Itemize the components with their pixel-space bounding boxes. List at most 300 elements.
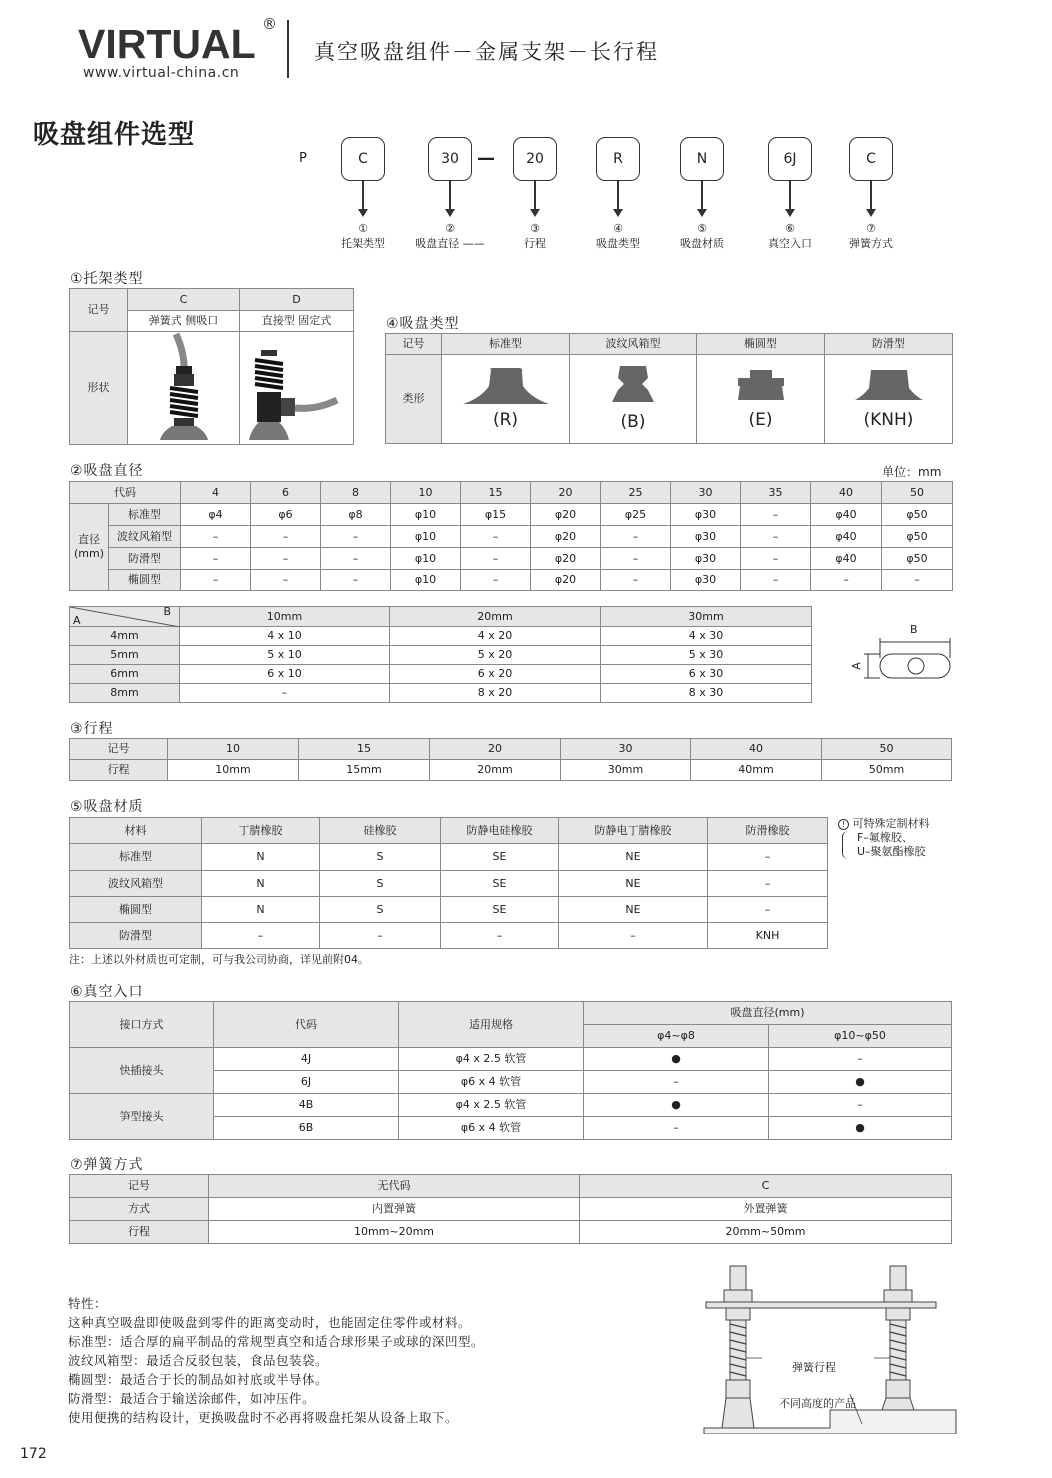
arrowhead-icon [530, 209, 540, 217]
t2-cell [251, 548, 321, 570]
cell-text: ● [671, 1098, 681, 1112]
corner-b-label: B [163, 605, 171, 618]
cell-text: 50mm [868, 763, 905, 777]
cell-text: 50 [910, 485, 924, 499]
t6-cell [769, 1117, 952, 1140]
arrow-down-icon [701, 181, 702, 211]
t4-cell [386, 355, 442, 444]
t5-cell [202, 897, 320, 923]
cell-text: 标准型 [128, 507, 161, 521]
code-box: N [680, 137, 724, 181]
oval-dimension-diagram [850, 624, 955, 684]
cell-text: 形状 [87, 381, 110, 395]
cell-text: – [764, 876, 771, 890]
t4-cell [697, 355, 825, 444]
arrow-down-icon [534, 181, 535, 211]
t5-header-cell [708, 818, 828, 844]
cell-text: 20mm [477, 609, 513, 623]
cell-text: 快插接头 [119, 1063, 164, 1077]
arrow-down-icon [449, 181, 450, 211]
cell-text: – [673, 1075, 679, 1089]
suction-cup-image [444, 366, 567, 406]
section-bracket-type: ①托架类型 [70, 271, 144, 287]
code-label: 吸盘材质 [680, 237, 724, 250]
t2-header-cell [811, 482, 882, 504]
cell-text: – [212, 529, 219, 543]
t6-cell [214, 1048, 399, 1071]
cell-text: φ30 [694, 573, 717, 587]
t3-cell [299, 760, 430, 781]
cell-text: – [857, 1052, 863, 1066]
cell-text: SE [492, 876, 507, 890]
cell-text: 5 x 30 [688, 648, 724, 662]
tab-header-cell [601, 607, 812, 627]
t7-cell [580, 1221, 952, 1244]
cell-text: φ40 [835, 551, 857, 565]
cell-text: 40 [839, 485, 853, 499]
tab-cell [180, 627, 390, 646]
code-label: 吸盘类型 [596, 237, 640, 250]
t2-cell [741, 504, 811, 526]
t6-cell [584, 1094, 769, 1117]
t3-header-cell [70, 739, 168, 760]
cell-text: φ50 [906, 529, 928, 543]
cell-text: φ25 [624, 507, 647, 521]
t6-header-cell [584, 1002, 952, 1025]
t2-cell [811, 526, 882, 548]
tab-row [70, 684, 812, 703]
section-stroke: ③行程 [70, 721, 114, 737]
t2-cell [531, 526, 601, 548]
t5-header-cell [559, 818, 708, 844]
t2-cell [461, 570, 531, 591]
t3-cell [561, 760, 691, 781]
t2-cell [251, 504, 321, 526]
t5-cell [708, 897, 828, 923]
t2-header-cell [181, 482, 251, 504]
cell-text: 30 [618, 742, 633, 756]
cell-text: 20mm~50mm [725, 1225, 806, 1239]
t3-cell [70, 760, 168, 781]
cell-text: φ40 [835, 507, 857, 521]
t5-cell [70, 844, 202, 871]
cell-text: 4mm [110, 629, 139, 643]
t5-header-cell [202, 818, 320, 844]
tab-row [70, 646, 812, 665]
cell-text: 35 [768, 485, 783, 499]
cell-text: 40mm [738, 763, 774, 777]
t5-cell [70, 871, 202, 897]
t2-cell [741, 570, 811, 591]
section-cup-type: ④吸盘类型 [386, 316, 460, 332]
bracket-image [242, 332, 351, 440]
t7-cell [209, 1221, 580, 1244]
cell-text: 15mm [346, 763, 382, 777]
t2-cell [461, 526, 531, 548]
page-title: 吸盘组件选型 [33, 120, 196, 150]
t7-cell [70, 1221, 209, 1244]
t2-cell [601, 548, 671, 570]
cell-text: φ10~φ50 [834, 1029, 886, 1043]
cell-text: 10mm [266, 609, 303, 623]
t2-cell [461, 548, 531, 570]
t2-cell [109, 504, 181, 526]
t2-cell [321, 570, 391, 591]
t3-row [70, 739, 952, 760]
cell-text: – [257, 928, 264, 942]
cell-text: – [492, 551, 499, 565]
cell-text: NE [625, 850, 641, 864]
cell-text: 5 x 20 [477, 648, 513, 662]
t1-header-cell [240, 289, 354, 311]
cell-text: 防滑橡胶 [745, 823, 790, 837]
t2-cell [882, 570, 953, 591]
t2-cell [391, 526, 461, 548]
t1-cell [128, 311, 240, 332]
t5-cell [320, 897, 441, 923]
t5-cell [559, 871, 708, 897]
t6-cell [399, 1117, 584, 1140]
t6-row [70, 1002, 952, 1025]
tab-cell [601, 627, 812, 646]
feature-line: 波纹风箱型：最适合反驳包装，食品包装袋。 [68, 1353, 329, 1368]
code-index: ⑦ [866, 222, 876, 235]
feature-line: 标准型：适合厚的扁平制品的常规型真空和适合球形果子或球的深凹型。 [68, 1334, 485, 1349]
t2-cell [882, 504, 953, 526]
cell-text: φ10 [414, 529, 437, 543]
t3-header-cell [561, 739, 691, 760]
t5-cell [559, 923, 708, 949]
cell-text: – [914, 573, 920, 587]
cell-text: 直径 (mm) [73, 533, 104, 560]
t4-header-cell [825, 334, 953, 355]
t6-cell [214, 1094, 399, 1117]
cell-text: ● [671, 1052, 681, 1066]
t6-cell [769, 1071, 952, 1094]
t4-row [386, 334, 953, 355]
cell-text: 方式 [128, 1202, 150, 1216]
tab-cell [390, 684, 601, 703]
t2-cell [671, 504, 741, 526]
t2-cell [391, 548, 461, 570]
t6-cell [769, 1048, 952, 1071]
t7-cell [70, 1198, 209, 1221]
t5-header-cell [320, 818, 441, 844]
t2-cell [601, 504, 671, 526]
header-divider [287, 20, 289, 78]
cell-text: 6mm [110, 667, 139, 681]
t5-cell [202, 871, 320, 897]
t5-cell [708, 844, 828, 871]
arrow-down-icon [789, 181, 790, 211]
cell-text: ● [855, 1075, 865, 1089]
t6-cell [214, 1117, 399, 1140]
cell-text: φ50 [906, 551, 928, 565]
t5-cell [441, 923, 559, 949]
cell-text: 30 [698, 485, 713, 499]
t7-cell [580, 1198, 952, 1221]
cell-text: – [212, 551, 219, 565]
t7-row [70, 1198, 952, 1221]
t2-cell [741, 526, 811, 548]
cell-text: φ4 x 2.5 软管 [455, 1052, 527, 1066]
cell-text: φ4~φ8 [657, 1029, 695, 1043]
cell-text: 记号 [87, 303, 110, 317]
t2-row [70, 482, 953, 504]
cup-type-table [385, 333, 953, 444]
unit-label: 单位：mm [882, 465, 942, 479]
t3-cell [691, 760, 822, 781]
t7-header-cell [209, 1175, 580, 1198]
tab-header-cell [70, 607, 180, 627]
t7-header-cell [580, 1175, 952, 1198]
arrowhead-icon [866, 209, 876, 217]
t4-header-cell [442, 334, 570, 355]
t3-cell [430, 760, 561, 781]
cell-text: – [772, 529, 779, 543]
feature-line: 椭圆型：最适合于长的制品如衬底或半导体。 [68, 1372, 329, 1387]
cell-text: φ6 [278, 507, 293, 521]
cell-text: 10 [226, 742, 240, 756]
t5-cell [708, 923, 828, 949]
t2-cell [181, 526, 251, 548]
t2-cell [601, 526, 671, 548]
t2-cell [811, 504, 882, 526]
cell-text: 笋型接头 [119, 1109, 164, 1123]
cell-text: 25 [628, 485, 643, 499]
cell-text: S [376, 902, 384, 916]
cell-text: 椭圆型 [119, 902, 152, 916]
tab-cell [390, 646, 601, 665]
t7-cell [209, 1198, 580, 1221]
t6-header-cell [399, 1002, 584, 1048]
t5-row [70, 844, 828, 871]
cell-text: – [772, 507, 779, 521]
t5-cell [320, 923, 441, 949]
t5-row [70, 923, 828, 949]
code-index: ④ [613, 222, 623, 235]
cell-text: N [256, 850, 265, 864]
cell-text: 椭圆型 [744, 337, 777, 351]
cell-text: 外置弹簧 [743, 1202, 788, 1216]
cell-text: NE [625, 876, 641, 890]
features-title: 特性： [68, 1296, 108, 1311]
tab-cell [390, 665, 601, 684]
cell-text: – [281, 686, 288, 700]
t5-cell [708, 871, 828, 897]
t5-cell [441, 871, 559, 897]
cell-text: – [492, 573, 499, 587]
t5-cell [559, 844, 708, 871]
t2-cell [109, 570, 181, 591]
tab-cell [601, 646, 812, 665]
code-index: ③ [530, 222, 540, 235]
code-index: ⑥ [785, 222, 795, 235]
feature-line: 这种真空吸盘即使吸盘到零件的距离变动时，也能固定住零件或材料。 [68, 1315, 472, 1330]
cell-text: 椭圆型 [128, 573, 161, 587]
spring-stroke-label: 弹簧行程 [792, 1361, 836, 1374]
t1-cell [240, 311, 354, 332]
t4-row [386, 355, 953, 444]
tab-cell [390, 627, 601, 646]
tab-header-cell [180, 607, 390, 627]
cell-text: 适用规格 [469, 1017, 513, 1031]
page-header-title: 真空吸盘组件－金属支架－长行程 [314, 40, 659, 64]
cell-text: 防滑型 [872, 337, 905, 351]
t1-cell [70, 332, 128, 445]
t6-header-cell [769, 1025, 952, 1048]
section-vacuum-inlet: ⑥真空入口 [70, 984, 144, 1000]
cell-text: φ6 x 4 软管 [460, 1075, 522, 1089]
t2-header-cell [251, 482, 321, 504]
cell-text: – [772, 551, 779, 565]
website-url: www.virtual-china.cn [83, 65, 240, 81]
stroke-table [69, 738, 952, 781]
arrowhead-icon [785, 209, 795, 217]
cell-text: – [764, 902, 771, 916]
cup-material-table [69, 817, 828, 949]
cell-text: 4 x 30 [688, 629, 724, 643]
t2-cell [109, 548, 181, 570]
cell-text: 15 [488, 485, 503, 499]
t2-cell [531, 548, 601, 570]
t3-header-cell [168, 739, 299, 760]
code-box: R [596, 137, 640, 181]
cell-text: 5 x 10 [267, 648, 302, 662]
t3-header-cell [691, 739, 822, 760]
code-box: 6J [768, 137, 812, 181]
tab-cell [180, 646, 390, 665]
cell-text: 代码 [114, 485, 136, 499]
tab-cell [601, 665, 812, 684]
cell-text: 波纹风箱型 [108, 876, 163, 890]
suction-cup-image [572, 364, 694, 408]
cell-text: 弹簧式 侧吸口 [148, 314, 219, 328]
note-line-1: 可特殊定制材料 [852, 817, 930, 830]
t3-header-cell [299, 739, 430, 760]
t2-cell [109, 526, 181, 548]
cell-text: 无代码 [377, 1179, 411, 1193]
cell-text: – [843, 573, 849, 587]
cell-text: 4B [298, 1098, 314, 1112]
cell-text: 5mm [110, 648, 139, 662]
t6-cell [399, 1071, 584, 1094]
t4-header-cell [386, 334, 442, 355]
cell-text: – [632, 529, 639, 543]
cell-text: N [256, 876, 265, 890]
cell-text: 标准型 [119, 850, 152, 864]
cell-text: 防静电硅橡胶 [466, 823, 533, 837]
bracket-image [130, 332, 237, 440]
cell-text: 8 x 30 [688, 686, 724, 700]
cell-text: (KNH) [863, 410, 914, 431]
cell-text: 防滑型 [119, 928, 152, 942]
material-footnote: 注：上述以外材质也可定制，可与我公司协商，详见前附04。 [69, 953, 369, 966]
t6-cell [584, 1071, 769, 1094]
tab-cell [180, 684, 390, 703]
registered-mark: ® [262, 15, 277, 33]
section-cup-material: ⑤吸盘材质 [70, 799, 144, 815]
cell-text: 15 [357, 742, 371, 756]
t7-row [70, 1175, 952, 1198]
t6-cell [584, 1048, 769, 1071]
cell-text: 10mm [215, 763, 251, 777]
t2-cell [671, 570, 741, 591]
code-dash: — [477, 148, 495, 169]
cell-text: – [673, 1121, 679, 1135]
cell-text: – [772, 573, 779, 587]
t2-cell [391, 570, 461, 591]
corner-a-label: A [73, 614, 81, 627]
cell-text: C [761, 1179, 770, 1193]
cell-text: ● [855, 1121, 865, 1135]
cell-text: φ50 [906, 507, 928, 521]
tab-cell [601, 684, 812, 703]
section-spring-type: ⑦弹簧方式 [70, 1157, 144, 1173]
cell-text: 20 [558, 485, 573, 499]
code-label: 行程 [524, 237, 546, 250]
cell-text: 30mm [688, 609, 724, 623]
code-box: 30 [428, 137, 472, 181]
cell-text: 6 [282, 485, 289, 499]
t2-cell [251, 526, 321, 548]
cell-text: φ20 [554, 551, 577, 565]
oval-size-table [69, 606, 812, 703]
t7-header-cell [70, 1175, 209, 1198]
cell-text: φ20 [554, 507, 577, 521]
features-block [68, 1294, 484, 1427]
t3-cell [822, 760, 952, 781]
arrow-down-icon [617, 181, 618, 211]
cell-text: 6B [298, 1121, 314, 1135]
cell-text: 行程 [107, 763, 130, 777]
arrowhead-icon [613, 209, 623, 217]
t5-cell [441, 897, 559, 923]
cell-text: φ20 [554, 529, 577, 543]
t2-cell [531, 504, 601, 526]
cell-text: – [282, 573, 289, 587]
cell-text: 10mm~20mm [353, 1225, 435, 1239]
t6-cell [70, 1094, 214, 1140]
t2-cell [671, 526, 741, 548]
tab-cell [180, 665, 390, 684]
t5-cell [202, 844, 320, 871]
t2-header-cell [70, 482, 181, 504]
t5-row [70, 818, 828, 844]
cell-text: 6 x 20 [477, 667, 513, 681]
t2-row [70, 548, 953, 570]
material-note [838, 817, 930, 859]
cell-text: 硅橡胶 [363, 823, 397, 837]
t4-cell [442, 355, 570, 444]
t5-cell [559, 897, 708, 923]
cell-text: φ10 [414, 573, 437, 587]
t6-header-cell [70, 1002, 214, 1048]
t1-row [70, 289, 354, 311]
t2-cell [321, 548, 391, 570]
cell-text: 波纹风箱型 [605, 337, 661, 351]
tab-row [70, 665, 812, 684]
t6-header-cell [584, 1025, 769, 1048]
note-line-3: U–聚氨酯橡胶 [857, 845, 926, 858]
t4-header-cell [697, 334, 825, 355]
t5-row [70, 871, 828, 897]
t2-cell [461, 504, 531, 526]
cell-text: 4J [300, 1052, 312, 1066]
arrowhead-icon [358, 209, 368, 217]
cell-text: SE [492, 902, 507, 916]
t6-cell [399, 1094, 584, 1117]
